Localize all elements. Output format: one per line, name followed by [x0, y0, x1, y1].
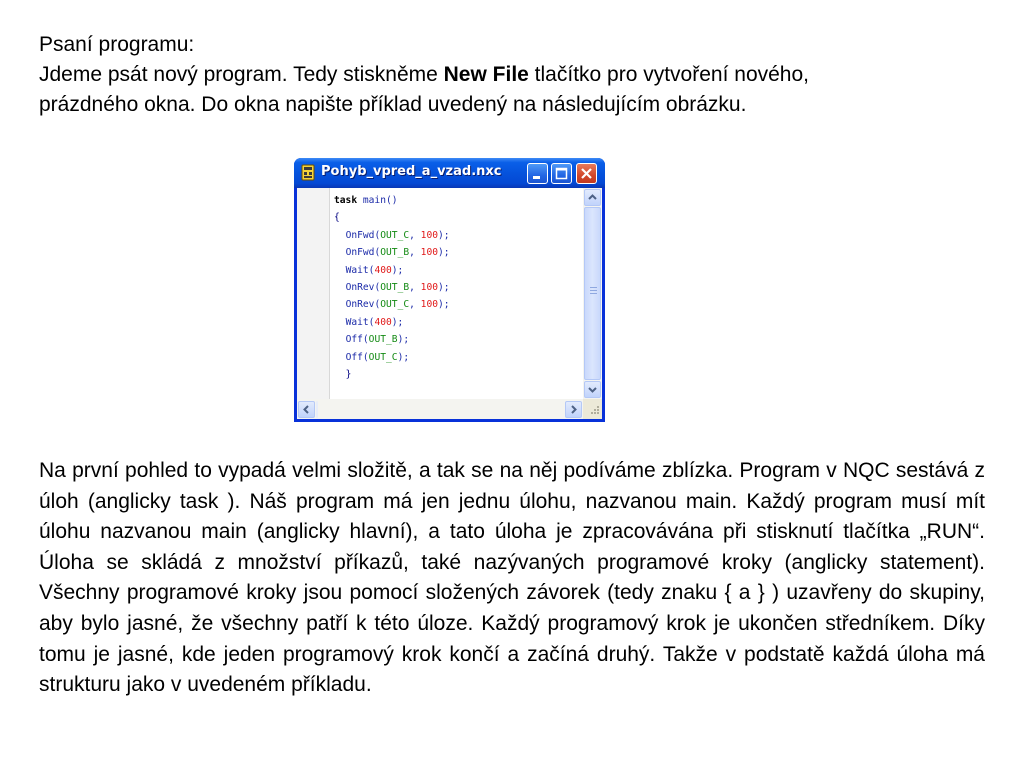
code-token: ); — [391, 264, 404, 276]
code-token: OnFwd( — [345, 229, 381, 241]
code-token: 100 — [420, 229, 438, 241]
code-token: OnFwd( — [345, 247, 381, 259]
code-token: ); — [397, 334, 410, 346]
code-token: OUT_C — [380, 299, 410, 311]
code-token: 100 — [420, 281, 438, 293]
scroll-up-icon — [585, 190, 600, 205]
scroll-down-button[interactable] — [584, 381, 601, 398]
code-token: OnRev( — [345, 281, 381, 293]
new-file-label: New File — [443, 63, 529, 86]
horizontal-scroll-thumb[interactable] — [316, 401, 318, 418]
window-title: Pohyb_vpred_a_vzad.nxc — [321, 164, 502, 179]
code-token: OUT_B — [380, 281, 410, 293]
code-token: ); — [438, 299, 450, 311]
window-titlebar[interactable] — [294, 158, 605, 188]
code-token: Off( — [345, 334, 369, 346]
code-token: 100 — [420, 299, 438, 311]
intro-text-after: tlačítko pro vytvoření nového, — [528, 63, 809, 86]
resize-grip[interactable] — [583, 399, 602, 419]
code-token: Wait( — [345, 316, 375, 328]
code-token: OUT_C — [368, 351, 398, 363]
code-token: , — [409, 299, 421, 311]
code-token: ); — [438, 229, 450, 241]
code-line — [334, 349, 450, 366]
code-token: Off( — [345, 351, 369, 363]
vertical-scrollbar[interactable] — [583, 188, 602, 399]
maximize-button[interactable] — [551, 163, 572, 184]
code-line — [334, 331, 450, 348]
code-token: 100 — [420, 247, 438, 259]
code-editor[interactable] — [334, 192, 450, 383]
editor-client — [297, 188, 602, 419]
code-token: ); — [391, 316, 404, 328]
code-line — [334, 192, 450, 209]
close-button[interactable] — [576, 163, 597, 184]
code-token: 400 — [374, 264, 392, 276]
code-token: ); — [438, 281, 450, 293]
scroll-right-button[interactable] — [565, 401, 582, 418]
code-line — [334, 366, 450, 383]
intro-line-2: prázdného okna. Do okna napište příklad uvedený na následujícím obrázku. — [39, 93, 747, 116]
code-line — [334, 244, 450, 261]
code-token: } — [345, 368, 352, 380]
nxc-app-icon — [300, 164, 316, 181]
code-token: OUT_B — [380, 247, 410, 259]
intro-heading: Psaní programu: — [39, 33, 195, 56]
code-token: Wait( — [345, 264, 375, 276]
intro-text-before: Jdeme psát nový program. Tedy stiskněme — [39, 63, 444, 86]
code-token: OUT_B — [368, 334, 398, 346]
scroll-down-icon — [585, 382, 600, 397]
code-token: { — [334, 212, 340, 224]
intro-text — [39, 30, 989, 120]
code-line — [334, 296, 450, 313]
code-line — [334, 314, 450, 331]
scroll-left-icon — [299, 402, 314, 417]
minimize-icon — [528, 164, 547, 183]
code-line — [334, 279, 450, 296]
horizontal-scrollbar[interactable] — [297, 399, 583, 419]
body-paragraph: Na první pohled to vypadá velmi složitě, a tak se na něj podíváme zblízka. Program v NQC sestává z úloh (anglicky task ). Náš program má jen jednu úlohu, nazvanou main. Každý program musí mít úlohu nazvanou main (anglicky hlavní), a tato úloha je zpracovávána při stisknutí tlačítka „RUN“. Úloha se skládá z množství příkazů, také nazývaných programové kroky (anglicky statement). Všechny programové kroky jsou pomocí složených závorek (tedy znaku { a } ) uzavřeny do skupiny, aby bylo jasné, že všechny patří k této úloze. Každý programový krok je ukončen středníkem. Díky tomu je jasné, kde jeden programový krok končí a začíná druhý. Takže v podstatě každá úloha má strukturu jako v uvedeném příkladu. — [39, 459, 985, 697]
code-token: OnRev( — [345, 299, 381, 311]
editor-gutter — [297, 188, 330, 399]
code-token: 400 — [374, 316, 392, 328]
code-token: OUT_C — [380, 229, 410, 241]
maximize-icon — [552, 164, 571, 183]
vertical-scroll-thumb[interactable] — [584, 207, 601, 380]
editor-window — [294, 158, 605, 422]
code-token: task — [334, 195, 358, 206]
code-line — [334, 262, 450, 279]
scroll-right-icon — [566, 402, 581, 417]
code-token: , — [409, 247, 421, 259]
code-token: main() — [357, 195, 398, 206]
code-line — [334, 227, 450, 244]
scroll-left-button[interactable] — [298, 401, 315, 418]
close-icon — [577, 164, 596, 183]
code-token: ); — [438, 247, 450, 259]
code-token: , — [409, 229, 421, 241]
code-line — [334, 209, 450, 226]
minimize-button[interactable] — [527, 163, 548, 184]
code-token: , — [409, 281, 421, 293]
code-token: ); — [397, 351, 410, 363]
scroll-up-button[interactable] — [584, 189, 601, 206]
intro-line-1 — [39, 60, 989, 90]
resize-grip-icon — [583, 399, 602, 419]
